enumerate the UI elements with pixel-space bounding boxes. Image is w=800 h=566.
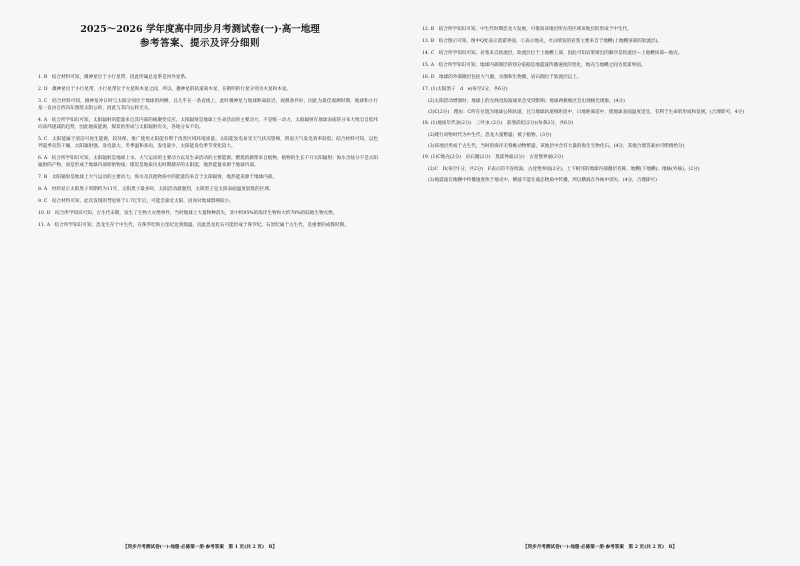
- answer-item: 12. B 结合所学知识可知，中生代时期恐龙大发展，可推知该地层所在的区域该地层的形成于中生代。: [422, 27, 632, 32]
- answer-item: 2. D 摄神星位于小行星带，小行星带位于火星和木星之间，所以，摄神星的轨道离木星，在稍明的行星分别为火星和木星。: [38, 87, 292, 92]
- answer-item: 18. (1)地质年代表(2分) 三叶虫 (2分) 前寒武纪(2分)(每条2分，共6分): [422, 121, 574, 126]
- answer-item: 1. B 结合材料可知，摄神星位于小行星带，因此所属总星系是河外星系。: [38, 75, 190, 80]
- page-footer: 【同步月考测试卷(一)·地理·必修第一册·参考答案 第 1 页(共 2 页) R】: [122, 545, 278, 550]
- answer-item: 13. B 结合图示可知，图中Q处表示莫霍界面，①表示地壳，火山喷发的岩浆主要来自于地幔(上地幔顶部的软流层)。: [422, 39, 662, 44]
- answer-item: (3)C(2分) 理由：C所在位置为地球公转轨道，且与地球轨道相距适中，日地距离适中，使地球表面温度适宜，有利于生命的形成和发展。(合理即可，4分): [428, 110, 744, 115]
- answer-page-2: [400, 0, 800, 566]
- answer-item: (2)C D(每空1分，共2分) F表示的不连续面，古登堡界面(2分)。上下相邻的地球内部圈层名称，地幔(下地幔)、地核(外核)。(2分): [428, 167, 700, 172]
- answer-item: 16. D 地球的外部圈层包括大气圈、水圈和生物圈，岩石圈位于软流层以上。: [422, 75, 582, 80]
- answer-item: 5. C 太阳能属于清洁可再生能源，较环保，推广使用太阳能有利于改善区域环境质量。太阳能发电易受天气状况影响，阴雨天气发电效率较低；结合材料可知，以色列夏季炎热干燥，太阳辐射强，发电量大，冬季温和多雨，发电量少，太阳能发电季节变化较大。: [38, 137, 378, 149]
- answer-item: 6. A 结合所学知识可知，太阳辐射是地球上水、大气运动的主要动力以及生命活动的主要能源。燃烧的薪柴来自植物，植物的生长不开太阳辐射；海水含盐分不是太阳辐射的产物，而是形成于地球内部原始物质；煤炭是地质历史时期储存的太阳能，地热能量来源于地球内部。: [38, 156, 378, 168]
- answer-item: 4. A 结合所学知识可知，太阳辐射的能量来自其内部的核聚变反应。太阳辐射是地球上生命活动的主要动力，不是唯一动力，太阳辐射在地球表面的分布大致呈自低纬向高纬递减的趋势，因此地质能源，煤炭的形成与太阳辐射有关，各地分布不均。: [38, 118, 378, 130]
- answer-item: (2)太阳活动增强时，地球上的无线电短波通讯会受到影响；地球两极地区会出现极光现象。(4分): [428, 99, 625, 104]
- answer-item: 15. A 结合所学知识可知，地球内部圈层的划分依据是地震波传播速度的变化，地壳与地幔之间为莫霍界面。: [422, 63, 646, 68]
- answer-item: 14. C 结合所学知识可知，岩浆来自软流层，软流层位于上地幔上部，因此可知岩浆喷出的顺序是软流层—上地幔顶部—地壳。: [422, 51, 683, 56]
- answer-item: (2)爬行动物时代为中生代，恐龙大量繁盛；被子植物。(3分): [428, 133, 552, 138]
- answer-item: 10. D 结合所学知识可知，古生代末期，发生了生物大灭绝事件，当时地球上大量物种消失，其中约95%的海洋生物和大约70%的陆地生物灭绝。: [38, 211, 338, 216]
- answer-item: 8. A 材料显示太阳黑子周期约为11年，太阳黑子最多时，太阳活动最强烈，太阳黑子是太阳表面温度较低的区域。: [38, 187, 274, 192]
- answer-item: (3)地震波在地幔中传播速度快于地壳中，横波不能在液态物质中传播，所以横波在外核中消失。(4分，合理即可): [428, 178, 657, 183]
- answer-item: 11. A 结合所学知识可知，恐龙生存于中生代，在侏罗纪和白垩纪达到鼎盛，因此恐龙化石可能形成于侏罗纪。石炭纪属于古生代，是重要的成煤时期。: [38, 223, 349, 228]
- answer-item: (3)该地层形成于古生代，当时的海洋无脊椎动物繁盛，该地层中含有大量的海生生物化石。(4分，其他合理答案亦可酌情给分): [428, 144, 685, 149]
- answer-item: 3. C 结合材料可知，摄神星冲日时与太阳分别位于地球的两侧，且几乎在一条直线上，此时摄神星与地球距离较近，观测条件好，因此为最佳观测时期，地球和小行星一直由自西向东围绕太阳公转，因此与其向公转无关。: [38, 99, 378, 111]
- right-answer-column: [422, 26, 770, 188]
- answer-item: 9. C 结合材料可知，此次发现的彗星将于1.7亿年后，可能会靠近太阳，因而对地球影响较小。: [38, 199, 234, 204]
- answer-item: 17. (1)太阳黑子 d e(每空2分，共6分): [422, 87, 508, 92]
- answer-item: 7. B 太阳辐射是地球上大气运动的主要动力，海水及其他物质中的能量均来自于太阳辐射，地热能来源于地球内部。: [38, 175, 277, 180]
- document-subtitle: 参考答案、提示及评分细则: [139, 38, 260, 49]
- page-footer: 【同步月考测试卷(一)·地理·必修第一册·参考答案 第 2 页(共 2 页) R】: [522, 545, 678, 550]
- left-answer-column: [38, 74, 378, 234]
- document-title: 2025～2026 学年度高中同步月考测试卷(一)·高一地理: [80, 24, 320, 35]
- answer-item: 19. (1)C地壳(2分) 岩石圈(2分) 莫霍界面(2分) 古登堡界面(2分): [422, 155, 564, 160]
